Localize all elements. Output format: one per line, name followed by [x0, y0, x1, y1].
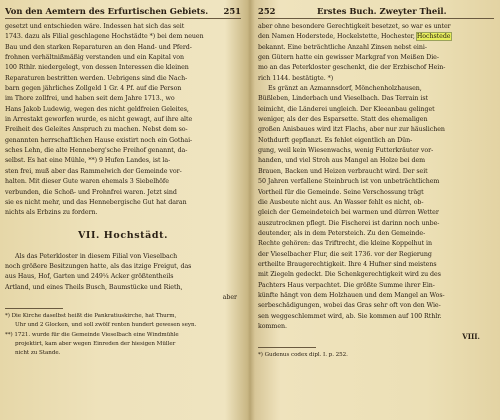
text-line: noch größere Besitzungen hatte, als das itzige Freigut, das [5, 262, 192, 270]
left-page [5, 6, 241, 414]
text-line: Rechte gehören: das Triftrecht, die kleine Koppelhut in [258, 240, 432, 248]
text-line: handen, und viel Stroh aus Mangel an Holze bei dem [258, 157, 426, 165]
text-line: verbunden, die Schoß- und Frohnfrei waren. Jetzt sind [5, 188, 177, 196]
footnote-line: projektirt, kam aber wegen Einreden der hiesigen Müller [15, 340, 176, 347]
footnote-divider [258, 347, 316, 348]
text-line: mit Ziegeln gedeckt. Die Schenkgerechtigkeit wird zu des [258, 271, 441, 279]
left-body-top [5, 22, 241, 219]
text-line: weniger, als der des Esparsette. Statt des ehemaligen [258, 116, 428, 124]
text-line: die Ausbeute nicht aus. An Wasser fehlt es nicht, ob- [258, 198, 424, 206]
text-line: Es gränzt an Azmannsdorf, Mönchenholzhausen, [268, 85, 422, 93]
left-page-title: Von den Aemtern des Erfurtischen Gebiets. [5, 6, 209, 16]
text-line: bekannt. Eine beträchtliche Anzahl Zinsen nebst eini- [258, 43, 427, 51]
catchword: aber [222, 293, 237, 301]
text-line: selbst. Es hat eine Mühle, **) 9 Hufen Landes, ist la- [5, 157, 171, 165]
text-line: Brauen, Backen und Heizen verbraucht wird. Der seit [258, 167, 428, 175]
text-line: ertheilte Braugerechtigkeit. Ihre 4 Hufner sind meistens [258, 260, 437, 268]
text-line: rich 1144. bestätigte. *) [258, 74, 334, 82]
text-line: im Thore zollfrei, und haben seit dem Jahre 1713., wo [5, 95, 175, 103]
text-line: Vortheil für die Gemeinde. Seine Verschossung trägt [258, 188, 424, 196]
highlighted-word[interactable]: Hochstede [416, 33, 451, 41]
text-line: gesetzt und entschieden wäre. Indessen hat sich das seit [5, 23, 185, 30]
footnote-line: nicht zu Stande. [15, 350, 61, 356]
text-line: sie es nicht mehr, und das Hennebergische Gut hat daran [5, 198, 187, 206]
text-line: auszutrocknen pflegt. Die Fischerei ist darinn noch unbe- [258, 219, 440, 227]
text-line: leimicht, die Länderei ungleich. Der Kleeanbau gelinget [258, 105, 435, 113]
footnote-divider [5, 308, 63, 309]
section-heading: VII. Hochstädt. [77, 229, 169, 241]
text-line: Nothdurft gepflanzt. Es fehlet eigentlich an Dün- [258, 136, 413, 144]
left-footnotes [5, 312, 241, 358]
footnote-line: **) 1721. wurde für die Gemeinde Vieselbach eine Windmühle [5, 331, 179, 338]
text-line: 50 Jahren verfallene Steinbruch ist von unbeträchtlichem [258, 178, 440, 186]
text-line: aus Haus, Hof, Garten und 249¼ Acker größtentheils [5, 273, 174, 281]
text-line: gleich der Gemeindeteich bei warmen und dürren Wetter [258, 209, 439, 217]
text-line: halten. Mit dieser Gute waren ehemals 3 Siebelhöfe [5, 178, 169, 186]
catchword: VIII. [462, 332, 480, 342]
right-page [258, 6, 494, 414]
text-line: Hans Jakob Ludewig, wegen des nicht geldfreien Geleites, [5, 105, 189, 113]
text-line: 100 Rthlr. niedergelegt, von dessen Interessen die kleinen [5, 64, 189, 72]
text-line: Freiheit des Geleites Anspruch zu machen. Nebst dem so- [5, 126, 188, 134]
text-line: barn gegen jährliches Zollgeld 1 Gr. 4 Pf. auf die Person [5, 85, 182, 93]
text-line [258, 32, 494, 42]
text-line: Als das Peterkloster in diesem Filial von Vieselbach [15, 252, 178, 260]
text-line: Pachters Haus verpachtet. Die größte Summe ihrer Ein- [258, 281, 435, 289]
text-line: gen Gütern hatte ein gewisser Markgraf von Meißen Die- [258, 54, 439, 62]
text-line: genannten herrschaftlichen Hause existirt noch ein Gothai- [5, 136, 193, 144]
text-line: Artland, und eines Theils Busch, Baumstücke und Rieth, [5, 283, 183, 291]
footnote-line: Uhr und 2 Glocken, und soll zwölf renten hundert gewesen seyn. [15, 322, 197, 329]
text-line: in Arrestakt geworfen wurde, es nicht gewagt, auf ihre alte [5, 116, 193, 124]
footnote-line: *) Die Kirche daselbst heißt die Pankratiuskirche, hat Thurm, [5, 313, 177, 320]
text-line: Büßleben, Linderbach und Vieselbach. Das Terrain ist [258, 95, 428, 103]
left-page-number: 251 [223, 6, 241, 16]
right-page-title: Erstes Buch. Zweyter Theil. [316, 6, 447, 16]
text-fragment: den Namen Hoderstede, Hockelstette, Hochester, [258, 33, 417, 41]
text-line: sten frei, muß aber das Rammelwich der Gemeinde vor- [5, 167, 182, 175]
right-page-number: 252 [258, 6, 276, 16]
text-line: Bau und den starken Reparaturen an den Hand- und Pferd- [5, 43, 192, 51]
text-line: gung, weil kein Wiesenwachs, wenig Futterkräuter vor- [258, 147, 434, 155]
text-line: deutender, als in dem Petersteich. Zu den Gemeinde- [258, 229, 426, 237]
right-page-header [258, 6, 494, 19]
text-line: sen weggeschlemmet wird, ab. Sie kommen auf 100 Rthlr. [258, 312, 442, 320]
text-line: mo an das Peterkloster geschenkt, die der Erzbischof Hein- [258, 64, 446, 72]
text-line: großen Anisbaues wird itzt Flachs, aber nur zur häuslichen [258, 126, 445, 134]
text-line: frohnen verhältnißmäßig verstanden und ein Kapital von [5, 54, 185, 62]
text-line: der Vieselbacher Flur, die seit 1736. vor der Regierung [258, 250, 432, 258]
left-body-bottom [5, 252, 241, 304]
catchword-row [258, 332, 494, 342]
text-line: Reparaturen bestritten werden. Uebrigens sind die Nach- [5, 74, 188, 82]
right-body [258, 22, 494, 332]
text-line: kommen. [258, 322, 287, 330]
text-line: sches Lehn, die alte Henneberg'sche Freihof genannt, da- [5, 147, 188, 155]
text-line: aber ohne besondere Gerechtigkeit besetzet, so war es unter [258, 23, 451, 30]
text-line: nichts als Erbzins zu fordern. [5, 209, 98, 217]
text-line: künfte hängt von dem Holzhauen und dem Mangel an Wos- [258, 291, 445, 299]
footnote-line: *) Gudenus codex dipl. I. p. 252. [258, 352, 348, 359]
text-line: 1743. dazu als Filial geschlagene Hochstädte *) bei dem neuen [5, 33, 204, 41]
left-page-header [5, 6, 241, 19]
text-line: serbeschädigungen, wobei das Gras sehr oft von den Wie- [258, 302, 441, 310]
